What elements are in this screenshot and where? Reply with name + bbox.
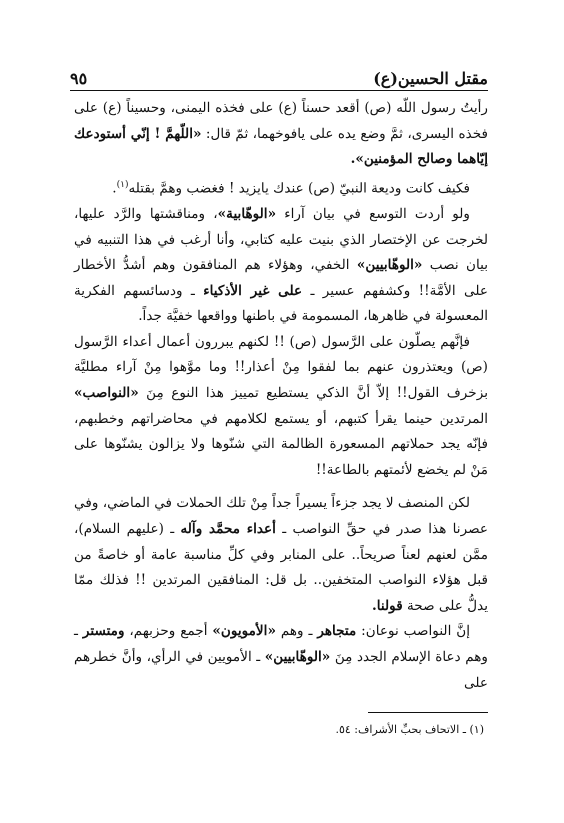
paragraph-1 xyxy=(74,96,488,173)
paragraph-4 xyxy=(74,330,488,484)
text-run: ، ومناقشتها والرَّد عليها، لخرجت عن الإختصار الذي بنيت عليه كتابي، وأنا أرغب في هذا التنبيه في بيان نصب xyxy=(74,205,488,274)
text-run: ـ وهم دعاة الإسلام الجدد مِنَ xyxy=(74,623,488,665)
page-header xyxy=(70,62,488,91)
text-run: لكن المنصف لا يجد جزءاً يسيراً جداً مِنْ تلك الحملات في الماضي، وفي عصرنا هذا صدر في حقِّ النواصب ـ xyxy=(74,495,488,538)
text-run: فإنَّهم يصلّون على الرَّسول (ص) !! لكنهم يبررون أعمال أعداء الرَّسول (ص) ويعتذرون عنهم بما لفقوا مِنْ أعذار!! وما موَّهوا مِنْ آراء مطليَّة بزخرف القول!! إلاّ أنَّ الذكي يستطيع تمييز هذا النوع مِنَ xyxy=(74,333,488,402)
term-bold: «الوهّابية» xyxy=(217,205,277,222)
text-run: ـ وهم xyxy=(275,623,318,640)
paragraph-3 xyxy=(74,202,488,330)
term-bold: ومتستر xyxy=(82,623,125,640)
text-run: أجمع وحزبهم، xyxy=(124,623,213,640)
text-run: ولو أردت التوسع في بيان آراء xyxy=(276,205,470,222)
body-text xyxy=(74,96,488,696)
term-bold: أعداء محمَّد وآله xyxy=(180,521,276,538)
footnote: (١) ـ الاتحاف بحبِّ الأشراف: ٥٤. xyxy=(335,723,484,736)
running-title: مقتل الحسين(ع) xyxy=(373,69,488,88)
text-run: المرتدين حينما يقرأ كتبهم، أو يستمع لكلامهم في محاضراتهم وخطبهم، فإنّه يجد حملاتهم المسعورة الظالمة التي شنّوها ولا يزالون يشنّوها على مَنْ لم يخضع لأئمتهم بالطاعة!! xyxy=(74,410,488,478)
text-run: ـ (عليهم السلام)، ممَّن لعنهم لعناً صريحاً.. على المنابر وفي كلِّ مناسبة عامة أو خاصةً من قبل هؤلاء النواصب المتخفين.. بل قل: المنافقين المرتدين !! فذلك ممّا يدلُّ على صحة xyxy=(74,521,488,614)
term-bold: قولنا. xyxy=(372,597,403,614)
text-run: إنَّ النواصب نوعان: xyxy=(356,623,470,640)
quote-bold: «اللّهمَّ ! إنّي أستودعك إيّاهما وصالح المؤمنين». xyxy=(74,125,488,168)
text-run: . xyxy=(112,180,117,197)
term-bold: متجاهر xyxy=(317,623,357,640)
term-bold: على غير الأذكياء xyxy=(203,282,303,299)
term-bold: «الوهّابيين» xyxy=(264,649,331,665)
text-run: فكيف كانت وديعة النبيّ (ص) عندك يايزيد ! فغضب وهمَّ بقتله xyxy=(128,180,470,197)
footnote-divider xyxy=(368,712,488,713)
page-number: ٩٥ xyxy=(70,69,88,88)
text-run: الخفي، وهؤلاء هم المنافقون وهم أشدُّ الأخطار على الأمَّة!! وكشفهم عسير ـ xyxy=(74,257,488,299)
footnote-ref: (١) xyxy=(116,179,129,190)
text-run: رأيتُ رسول اللّه (ص) أقعد حسناً (ع) على فخذه اليمنى، وحسيناً (ع) على فخذه اليسرى، ثمَّ وضع يده على يافوخهما، ثمّ قال: xyxy=(74,100,488,142)
text-run: ـ الأمويين في الرأي، وأنَّ خطرهم على xyxy=(74,649,488,691)
term-bold: «الوهّابيين» xyxy=(356,257,423,274)
text-run: ـ ودسائسهم الفكرية المعسولة في ظاهرها، المسمومة في باطنها وواقعها خفيَّة جداً. xyxy=(74,282,488,325)
term-bold: «الأمويون» xyxy=(212,623,276,640)
paragraph-2 xyxy=(74,173,488,202)
paragraph-5 xyxy=(74,491,488,619)
paragraph-6 xyxy=(74,619,488,696)
term-bold: «النواصب» xyxy=(74,385,139,402)
